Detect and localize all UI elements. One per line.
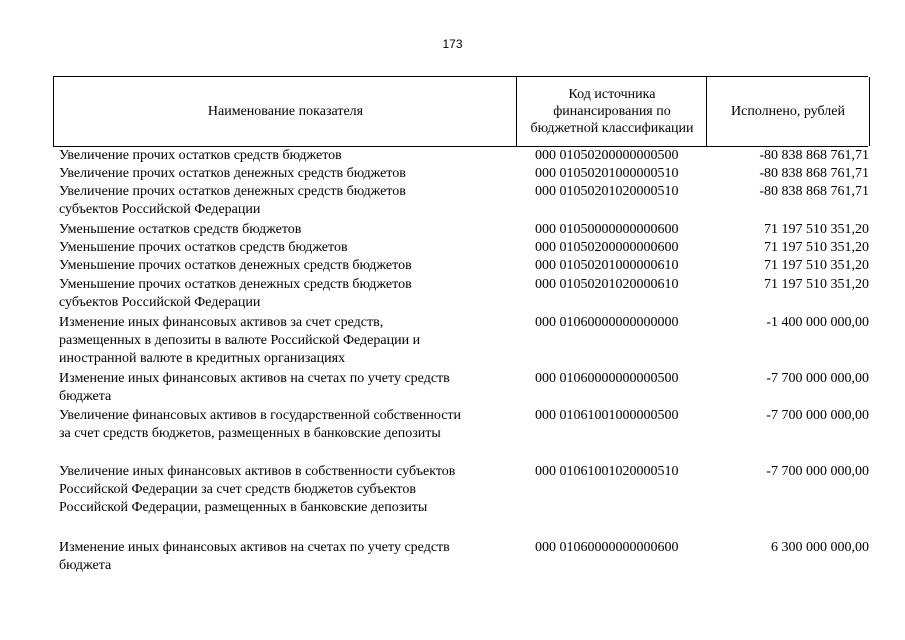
header-amount bbox=[706, 77, 870, 146]
indicator-name bbox=[59, 407, 519, 443]
executed-amount: -80 838 868 761,71 bbox=[759, 148, 869, 163]
indicator-name-line: Изменение иных финансовых активов за счет средств, bbox=[59, 315, 384, 330]
indicator-name-line: бюджета bbox=[59, 558, 112, 573]
indicator-name-line: за счет средств бюджетов, размещенных в банковские депозиты bbox=[59, 426, 441, 441]
executed-amount: -7 700 000 000,00 bbox=[766, 464, 869, 479]
indicator-name-line: субъектов Российской Федерации bbox=[59, 295, 261, 310]
header-amount-label: Исполнено, рублей bbox=[731, 104, 845, 119]
source-code: 000 01050200000000600 bbox=[535, 240, 679, 255]
indicator-name-line: Изменение иных финансовых активов на счетах по учету средств bbox=[59, 540, 450, 555]
indicator-name-line: Увеличение прочих остатков денежных средств бюджетов bbox=[59, 166, 406, 181]
table-header bbox=[53, 76, 868, 147]
page-number: 173 bbox=[442, 37, 463, 51]
source-code: 000 01050200000000500 bbox=[535, 148, 679, 163]
header-code-line: финансирования по bbox=[553, 104, 671, 119]
indicator-name bbox=[59, 165, 519, 183]
indicator-name-line: бюджета bbox=[59, 389, 112, 404]
source-code: 000 01061001000000500 bbox=[535, 408, 679, 423]
indicator-name-line: Изменение иных финансовых активов на счетах по учету средств bbox=[59, 371, 450, 386]
indicator-name bbox=[59, 314, 519, 368]
indicator-name-line: Увеличение финансовых активов в государственной собственности bbox=[59, 408, 462, 423]
indicator-name bbox=[59, 257, 519, 275]
indicator-name-line: Уменьшение прочих остатков денежных средств бюджетов bbox=[59, 258, 412, 273]
indicator-name bbox=[59, 276, 519, 312]
indicator-name bbox=[59, 183, 519, 219]
indicator-name-line: Уменьшение прочих остатков денежных средств бюджетов bbox=[59, 277, 412, 292]
indicator-name bbox=[59, 463, 519, 517]
indicator-name bbox=[59, 221, 519, 239]
source-code: 000 01050201000000610 bbox=[535, 258, 679, 273]
source-code: 000 01061001020000510 bbox=[535, 464, 679, 479]
source-code: 000 01060000000000000 bbox=[535, 315, 679, 330]
indicator-name bbox=[59, 370, 519, 406]
executed-amount: 6 300 000 000,00 bbox=[771, 540, 869, 555]
header-name-label: Наименование показателя bbox=[207, 104, 364, 119]
indicator-name-line: Увеличение иных финансовых активов в собственности субъектов bbox=[59, 464, 456, 479]
source-code: 000 01050000000000600 bbox=[535, 222, 679, 237]
indicator-name bbox=[59, 147, 519, 165]
indicator-name bbox=[59, 539, 519, 575]
source-code: 000 01050201020000610 bbox=[535, 277, 679, 292]
indicator-name-line: субъектов Российской Федерации bbox=[59, 202, 261, 217]
executed-amount: 71 197 510 351,20 bbox=[764, 222, 869, 237]
source-code: 000 01050201020000510 bbox=[535, 184, 679, 199]
indicator-name-line: иностранной валюте в кредитных организациях bbox=[59, 351, 346, 366]
executed-amount: -7 700 000 000,00 bbox=[766, 371, 869, 386]
header-code-label bbox=[530, 86, 693, 137]
indicator-name-line: Уменьшение остатков средств бюджетов bbox=[59, 222, 302, 237]
executed-amount: -80 838 868 761,71 bbox=[759, 166, 869, 181]
indicator-name-line: размещенных в депозиты в валюте Российской Федерации и bbox=[59, 333, 421, 348]
header-name bbox=[53, 77, 517, 146]
indicator-name-line: Уменьшение прочих остатков средств бюджетов bbox=[59, 240, 348, 255]
header-code bbox=[516, 77, 707, 146]
indicator-name bbox=[59, 239, 519, 257]
source-code: 000 01060000000000500 bbox=[535, 371, 679, 386]
indicator-name-line: Увеличение прочих остатков средств бюджетов bbox=[59, 148, 342, 163]
source-code: 000 01050201000000510 bbox=[535, 166, 679, 181]
indicator-name-line: Увеличение прочих остатков денежных средств бюджетов bbox=[59, 184, 406, 199]
indicator-name-line: Российской Федерации, размещенных в банковские депозиты bbox=[59, 500, 428, 515]
executed-amount: 71 197 510 351,20 bbox=[764, 258, 869, 273]
source-code: 000 01060000000000600 bbox=[535, 540, 679, 555]
indicator-name-line: Российской Федерации за счет средств бюджетов субъектов bbox=[59, 482, 416, 497]
executed-amount: -80 838 868 761,71 bbox=[759, 184, 869, 199]
header-code-line: бюджетной классификации bbox=[530, 121, 694, 136]
executed-amount: -7 700 000 000,00 bbox=[766, 408, 869, 423]
executed-amount: 71 197 510 351,20 bbox=[764, 240, 869, 255]
executed-amount: -1 400 000 000,00 bbox=[766, 315, 869, 330]
header-code-line: Код источника bbox=[568, 87, 656, 102]
executed-amount: 71 197 510 351,20 bbox=[764, 277, 869, 292]
